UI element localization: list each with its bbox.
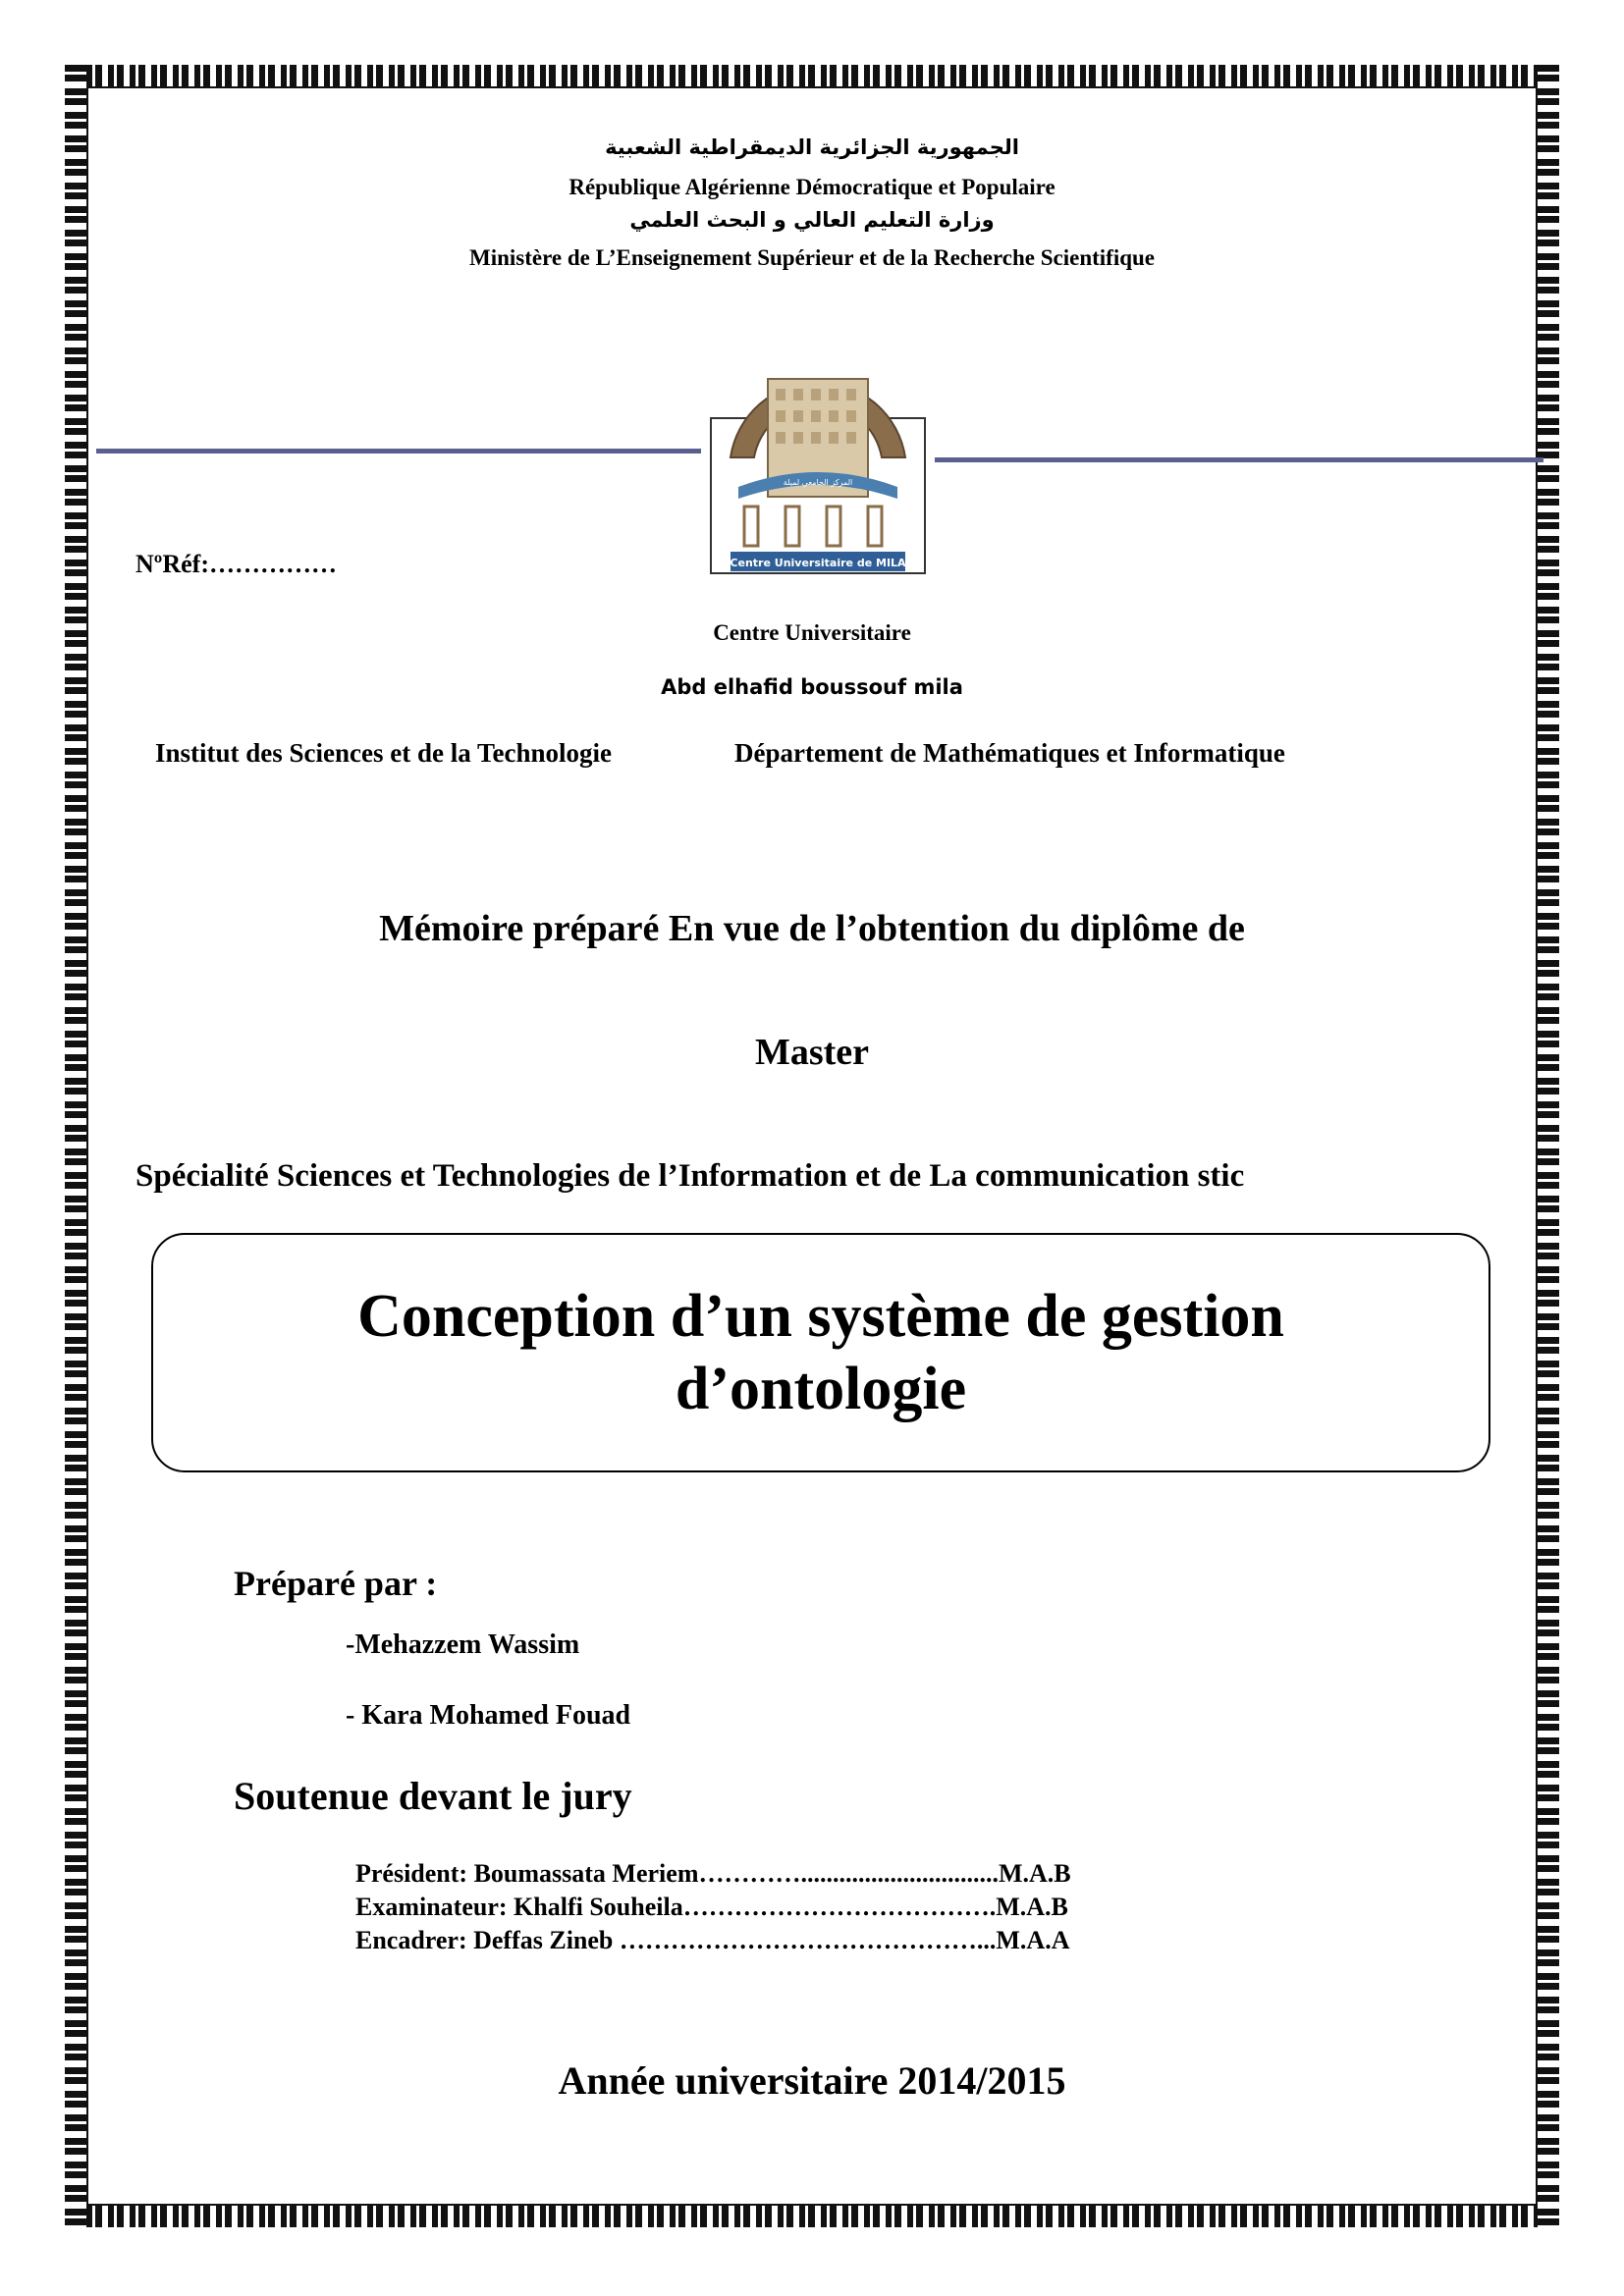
jury-president: Président: Boumassata Meriem…………...............................M.A.B xyxy=(355,1859,1071,1888)
header-arabic-ministry: وزارة التعليم العالي و البحث العلمي xyxy=(629,208,995,232)
speciality: Spécialité Sciences et Technologies de l’Information et de La communication stic xyxy=(135,1158,1245,1194)
reference-number: NºRéf:…………… xyxy=(135,550,337,578)
academic-year: Année universitaire 2014/2015 xyxy=(558,2058,1066,2103)
authors-label: Préparé par : xyxy=(234,1564,438,1603)
thesis-title-box xyxy=(151,1233,1490,1472)
border-right xyxy=(1538,65,1559,2227)
header-arabic-republic: الجمهورية الجزائرية الديمقراطية الشعبية xyxy=(605,135,1019,159)
centre-full-name: Abd elhafid boussouf mila xyxy=(661,675,963,699)
author-2: - Kara Mohamed Fouad xyxy=(346,1700,631,1731)
header-republic: République Algérienne Démocratique et Populaire xyxy=(568,175,1056,199)
thesis-title-line2: d’ontologie xyxy=(675,1356,967,1422)
university-logo xyxy=(709,330,927,577)
author-1: -Mehazzem Wassim xyxy=(346,1629,580,1660)
jury-supervisor: Encadrer: Deffas Zineb ……………………………………...M.A.A xyxy=(355,1926,1070,1954)
header-ministry: Ministère de L’Enseignement Supérieur et de la Recherche Scientifique xyxy=(468,245,1156,270)
border-left xyxy=(65,65,86,2227)
degree-name: Master xyxy=(754,1032,870,1073)
centre-name: Centre Universitaire xyxy=(713,620,911,645)
degree-line: Mémoire préparé En vue de l’obtention du diplôme de xyxy=(379,908,1245,949)
border-top xyxy=(65,65,1559,86)
header-rule-right xyxy=(935,457,1543,462)
institute-name: Institut des Sciences et de la Technologie xyxy=(155,738,613,768)
jury-examiner: Examinateur: Khalfi Souheila……………………………….M.A.B xyxy=(355,1893,1068,1921)
logo-caption: Centre Universitaire de MILA xyxy=(730,557,906,569)
department-name: Département de Mathématiques et Informatique xyxy=(734,738,1285,768)
jury-label: Soutenue devant le jury xyxy=(234,1774,632,1818)
border-bottom xyxy=(65,2206,1559,2227)
thesis-title-line1: Conception d’un système de gestion xyxy=(357,1283,1284,1350)
logo-arabic-caption: المركز الجامعي لميلة xyxy=(783,478,853,487)
header-rule-left xyxy=(96,449,701,454)
